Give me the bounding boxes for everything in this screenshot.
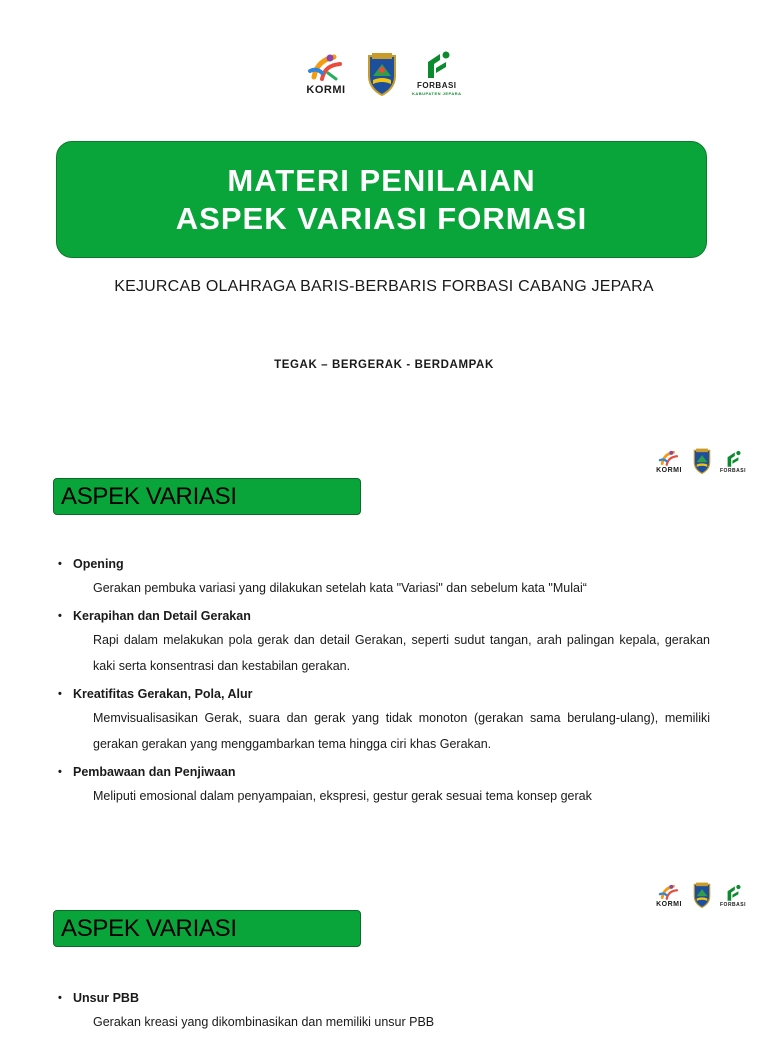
section-header bbox=[53, 910, 361, 947]
title-banner bbox=[56, 141, 707, 258]
forbasi-logo bbox=[720, 884, 746, 908]
item-title: • Pembawaan dan Penjiwaan bbox=[58, 761, 710, 783]
jepara-shield-icon bbox=[692, 448, 712, 474]
forbasi-emblem-icon bbox=[724, 884, 742, 902]
event-subtitle: KEJURCAB OLAHRAGA BARIS-BERBARIS FORBASI CABANG JEPARA bbox=[114, 278, 654, 295]
kormi-logo bbox=[300, 53, 352, 96]
item-title: • Opening bbox=[58, 553, 710, 575]
item-description: Memvisualisasikan Gerak, suara dan gerak yang tidak monoton (gerakan sama berulang-ulang), memiliki gerakan gerakan yang menggambarkan tema hingga ciri khas Gerakan. bbox=[93, 711, 710, 751]
item-description: Rapi dalam melakukan pola gerak dan detail Gerakan, seperti sudut tangan, arah palingan kepala, gerakan kaki serta konsentrasi dan kestabilan gerakan. bbox=[93, 633, 710, 673]
list-item bbox=[58, 761, 710, 809]
logo-strip bbox=[300, 50, 462, 96]
criteria-list bbox=[58, 553, 710, 813]
kormi-emblem-icon bbox=[300, 53, 352, 83]
item-description: Gerakan pembuka variasi yang dilakukan setelah kata "Variasi" dan sebelum kata "Mulai“ bbox=[93, 581, 587, 595]
logo-strip-small bbox=[654, 448, 746, 474]
title-line-2: ASPEK VARIASI FORMASI bbox=[175, 200, 588, 236]
forbasi-label: FORBASI bbox=[720, 468, 746, 474]
item-title: • Kreatifitas Gerakan, Pola, Alur bbox=[58, 683, 710, 705]
list-item bbox=[58, 987, 710, 1035]
item-description: Gerakan kreasi yang dikombinasikan dan memiliki unsur PBB bbox=[93, 1015, 435, 1029]
logo-strip-small bbox=[654, 882, 746, 908]
jepara-shield-icon bbox=[692, 882, 712, 908]
forbasi-label: FORBASI bbox=[417, 81, 457, 90]
kormi-emblem-icon bbox=[654, 884, 684, 901]
cover-slide bbox=[0, 0, 768, 420]
aspect-slide bbox=[0, 432, 768, 862]
kormi-label: KORMI bbox=[656, 467, 682, 474]
aspect-slide-continued bbox=[0, 862, 768, 1029]
list-item bbox=[58, 683, 710, 757]
forbasi-emblem-icon bbox=[422, 50, 452, 80]
section-title: ASPEK VARIASI bbox=[61, 914, 237, 942]
forbasi-label: FORBASI bbox=[720, 902, 746, 908]
section-header bbox=[53, 478, 361, 515]
kormi-logo bbox=[654, 884, 684, 908]
forbasi-emblem-icon bbox=[724, 450, 742, 468]
jepara-logo bbox=[692, 882, 712, 908]
item-title: • Kerapihan dan Detail Gerakan bbox=[58, 605, 710, 627]
section-title: ASPEK VARIASI bbox=[61, 482, 237, 510]
tagline: TEGAK – BERGERAK - BERDAMPAK bbox=[274, 359, 494, 371]
item-description: Meliputi emosional dalam penyampaian, ekspresi, gestur gerak sesuai tema konsep gerak bbox=[93, 789, 592, 803]
jepara-logo bbox=[692, 448, 712, 474]
forbasi-logo bbox=[720, 450, 746, 474]
kormi-label: KORMI bbox=[656, 901, 682, 908]
criteria-list bbox=[58, 987, 710, 1039]
kormi-label: KORMI bbox=[306, 84, 346, 96]
jepara-logo bbox=[366, 52, 398, 96]
kormi-logo bbox=[654, 450, 684, 474]
title-line-1: MATERI PENILAIAN bbox=[227, 162, 536, 198]
list-item bbox=[58, 605, 710, 679]
list-item bbox=[58, 553, 710, 601]
kormi-emblem-icon bbox=[654, 450, 684, 467]
item-title: • Unsur PBB bbox=[58, 987, 710, 1009]
forbasi-logo bbox=[412, 50, 462, 96]
jepara-shield-icon bbox=[366, 52, 398, 96]
forbasi-sublabel: KABUPATEN JEPARA bbox=[412, 91, 462, 96]
